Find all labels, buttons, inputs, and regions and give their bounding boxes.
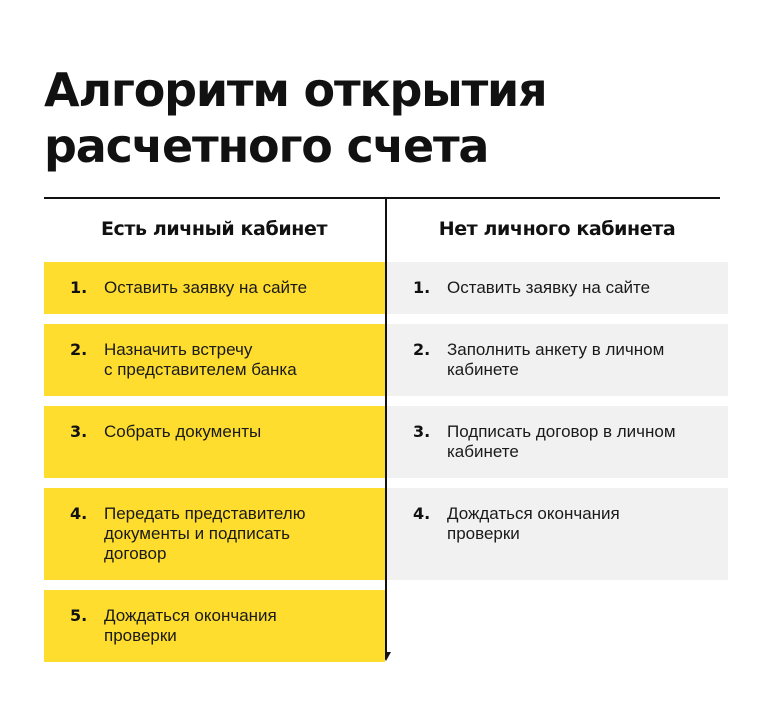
step-text: Передать представителю документы и подписать договор xyxy=(104,504,306,563)
step-number: 1. xyxy=(413,278,431,297)
step-text: Оставить заявку на сайте xyxy=(104,278,308,297)
step-text: Заполнить анкету в личном кабинете xyxy=(447,340,665,379)
step-text: Назначить встречу с представителем банка xyxy=(104,340,297,379)
column-heading-with-account: Есть личный кабинет xyxy=(100,218,328,240)
top-rule xyxy=(44,197,720,199)
right-step-2 xyxy=(387,324,728,396)
step-number: 3. xyxy=(413,422,431,441)
column-heading-without-account: Нет личного кабинета xyxy=(438,218,676,240)
step-text: Оставить заявку на сайте xyxy=(447,278,651,297)
left-step-5 xyxy=(44,590,385,662)
right-step-4 xyxy=(387,488,728,580)
step-number: 5. xyxy=(70,606,88,625)
title-line-2: расчетного счета xyxy=(44,119,489,173)
right-step-1 xyxy=(387,262,728,314)
step-number: 2. xyxy=(70,340,88,359)
left-step-1 xyxy=(44,262,385,314)
left-step-4 xyxy=(44,488,385,580)
step-text: Дождаться окончания проверки xyxy=(104,606,277,645)
left-step-2 xyxy=(44,324,385,396)
step-number: 3. xyxy=(70,422,88,441)
step-text: Дождаться окончания проверки xyxy=(447,504,620,543)
step-number: 4. xyxy=(70,504,88,523)
left-step-3 xyxy=(44,406,385,478)
page-title xyxy=(44,62,724,174)
step-text: Подписать договор в личном кабинете xyxy=(447,422,676,461)
right-step-3 xyxy=(387,406,728,478)
step-number: 1. xyxy=(70,278,88,297)
step-number: 2. xyxy=(413,340,431,359)
step-number: 4. xyxy=(413,504,431,523)
step-text: Собрать документы xyxy=(104,422,262,441)
title-line-1: Алгоритм открытия xyxy=(44,63,547,117)
